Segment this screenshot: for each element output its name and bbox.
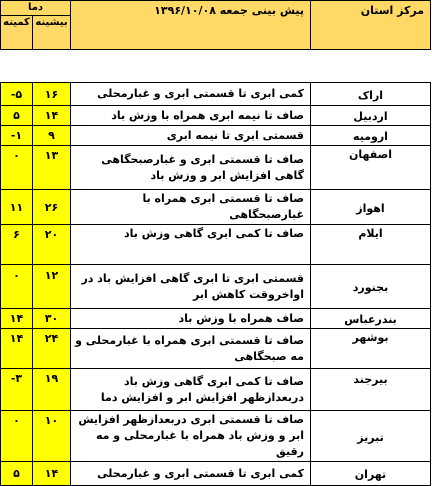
table-row	[1, 411, 431, 462]
min-temp-header: کمینه	[1, 16, 33, 50]
forecast-cell: صاف تا قسمتی ابری و غبارصبحگاهی گاهی افزایش ابر و وزش باد	[71, 146, 311, 190]
max-temp-cell: ۱۴	[33, 106, 71, 126]
table-row	[1, 106, 431, 126]
city-cell: اهواز	[311, 190, 431, 225]
city-cell: تهران	[311, 462, 431, 486]
max-temp-cell: ۱۶	[33, 83, 71, 106]
forecast-cell: صاف همراه با وزش باد	[71, 309, 311, 329]
city-cell: ایلام	[311, 225, 431, 265]
table-row	[1, 83, 431, 106]
min-temp-cell: ۱۱	[1, 190, 33, 225]
header-table	[0, 0, 431, 50]
forecast-table	[0, 82, 431, 486]
forecast-cell: قسمتی ابری تا نیمه ابری	[71, 126, 311, 146]
city-cell: بجنورد	[311, 265, 431, 309]
city-cell: بیرجند	[311, 369, 431, 411]
forecast-cell: صاف تا قسمتی ابری همراه با غبارصبحگاهی	[71, 190, 311, 225]
min-temp-cell: ۵	[1, 106, 33, 126]
min-temp-cell: ۱۴	[1, 309, 33, 329]
forecast-cell: صاف تا کمی ابری گاهی وزش باد دربعدازظهر افزایش ابر و افزایش دما	[71, 369, 311, 411]
city-cell: بوشهر	[311, 329, 431, 369]
min-temp-cell: -۳	[1, 369, 33, 411]
forecast-cell: کمی ابری تا قسمتی ابری و غبارمحلی	[71, 83, 311, 106]
min-temp-cell: ۰	[1, 265, 33, 309]
max-temp-cell: ۱۳	[33, 146, 71, 190]
forecast-cell: کمی ابری تا قسمتی ابری و غبارمحلی	[71, 462, 311, 486]
city-cell: بندرعباس	[311, 309, 431, 329]
table-row	[1, 329, 431, 369]
forecast-header: پیش بینی جمعه ۱۳۹۶/۱۰/۰۸	[71, 1, 311, 50]
forecast-cell: صاف تا کمی ابری گاهی وزش باد	[71, 225, 311, 265]
min-temp-cell: ۶	[1, 225, 33, 265]
forecast-cell: صاف تا نیمه ابری همراه با وزش باد	[71, 106, 311, 126]
min-temp-cell: -۱	[1, 126, 33, 146]
city-cell: اراک	[311, 83, 431, 106]
max-temp-cell: ۲۶	[33, 190, 71, 225]
max-temp-cell: ۲۰	[33, 225, 71, 265]
table-row	[1, 126, 431, 146]
city-cell: اصفهان	[311, 146, 431, 190]
table-row	[1, 369, 431, 411]
max-temp-cell: ۹	[33, 126, 71, 146]
max-temp-cell: ۳۰	[33, 309, 71, 329]
max-temp-cell: ۲۴	[33, 329, 71, 369]
temperature-header: دما	[1, 1, 71, 16]
min-temp-cell: ۱۴	[1, 329, 33, 369]
min-temp-cell: ۵	[1, 462, 33, 486]
min-temp-cell: -۵	[1, 83, 33, 106]
city-header: مرکز استان	[311, 1, 431, 50]
city-cell: ارومیه	[311, 126, 431, 146]
city-cell: اردبیل	[311, 106, 431, 126]
max-temp-cell: ۱۴	[33, 462, 71, 486]
max-temp-cell: ۱۲	[33, 265, 71, 309]
table-row	[1, 146, 431, 190]
max-temp-cell: ۱۰	[33, 411, 71, 462]
min-temp-cell: ۰	[1, 411, 33, 462]
forecast-cell: قسمتی ابری تا ابری گاهی افزایش باد در اواخروقت کاهش ابر	[71, 265, 311, 309]
table-row	[1, 265, 431, 309]
max-temp-header: بیشینه	[33, 16, 71, 50]
forecast-cell: صاف تا قسمتی ابری دربعدازظهر افزایش ابر و وزش باد همراه با غبارمحلی و مه رقیق	[71, 411, 311, 462]
max-temp-cell: ۱۹	[33, 369, 71, 411]
table-row	[1, 190, 431, 225]
forecast-cell: صاف تا قسمتی ابری همراه با غبارمحلی و مه صبحگاهی	[71, 329, 311, 369]
table-row	[1, 462, 431, 486]
table-row	[1, 309, 431, 329]
min-temp-cell: ۰	[1, 146, 33, 190]
city-cell: تبریز	[311, 411, 431, 462]
table-row	[1, 225, 431, 265]
